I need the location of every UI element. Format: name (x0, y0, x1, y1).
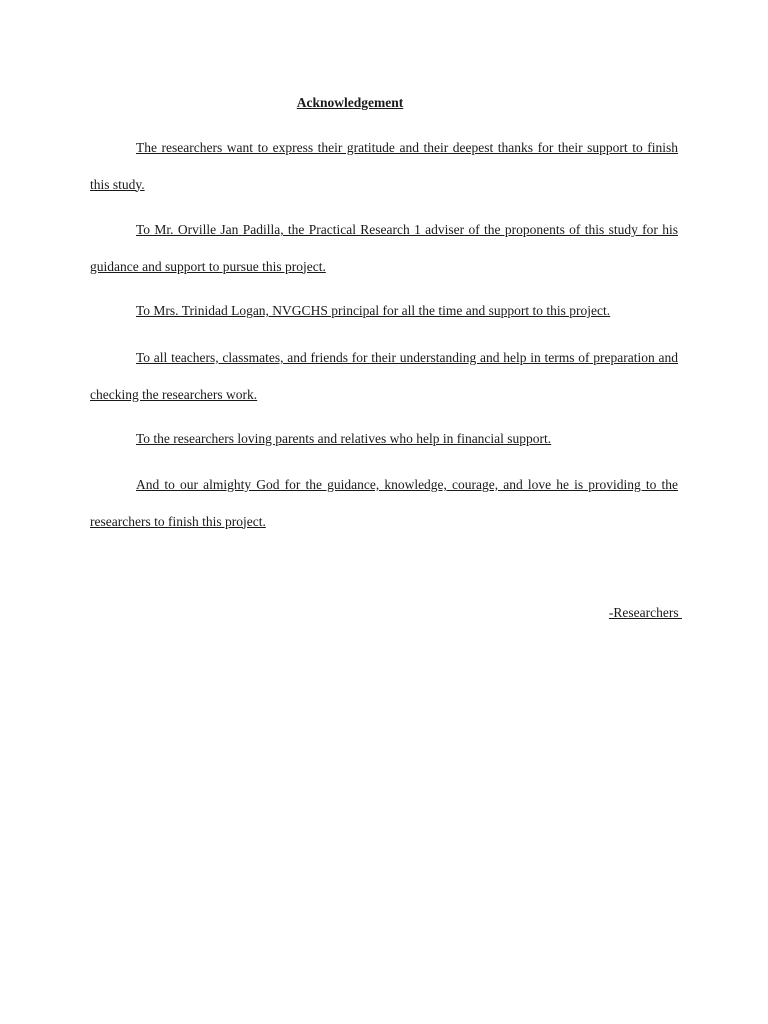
paragraph-adviser: To Mr. Orville Jan Padilla, the Practical Research 1 adviser of the proponents of this study for his guidance and support to pursue this project. (90, 222, 678, 274)
signature: -Researchers (608, 605, 682, 620)
paragraph-god: And to our almighty God for the guidance, knowledge, courage, and love he is providing to the researchers to finish this project. (90, 477, 678, 529)
paragraph-gratitude: The researchers want to express their gratitude and their deepest thanks for their support to finish this study. (90, 140, 678, 192)
paragraph-parents: To the researchers loving parents and relatives who help in financial support. (136, 431, 552, 446)
paragraph-principal: To Mrs. Trinidad Logan, NVGCHS principal for all the time and support to this project. (136, 303, 611, 318)
paragraph-teachers: To all teachers, classmates, and friends for their understanding and help in terms of preparation and checking the researchers work. (90, 350, 678, 402)
document-title: Acknowledgement (296, 95, 404, 110)
